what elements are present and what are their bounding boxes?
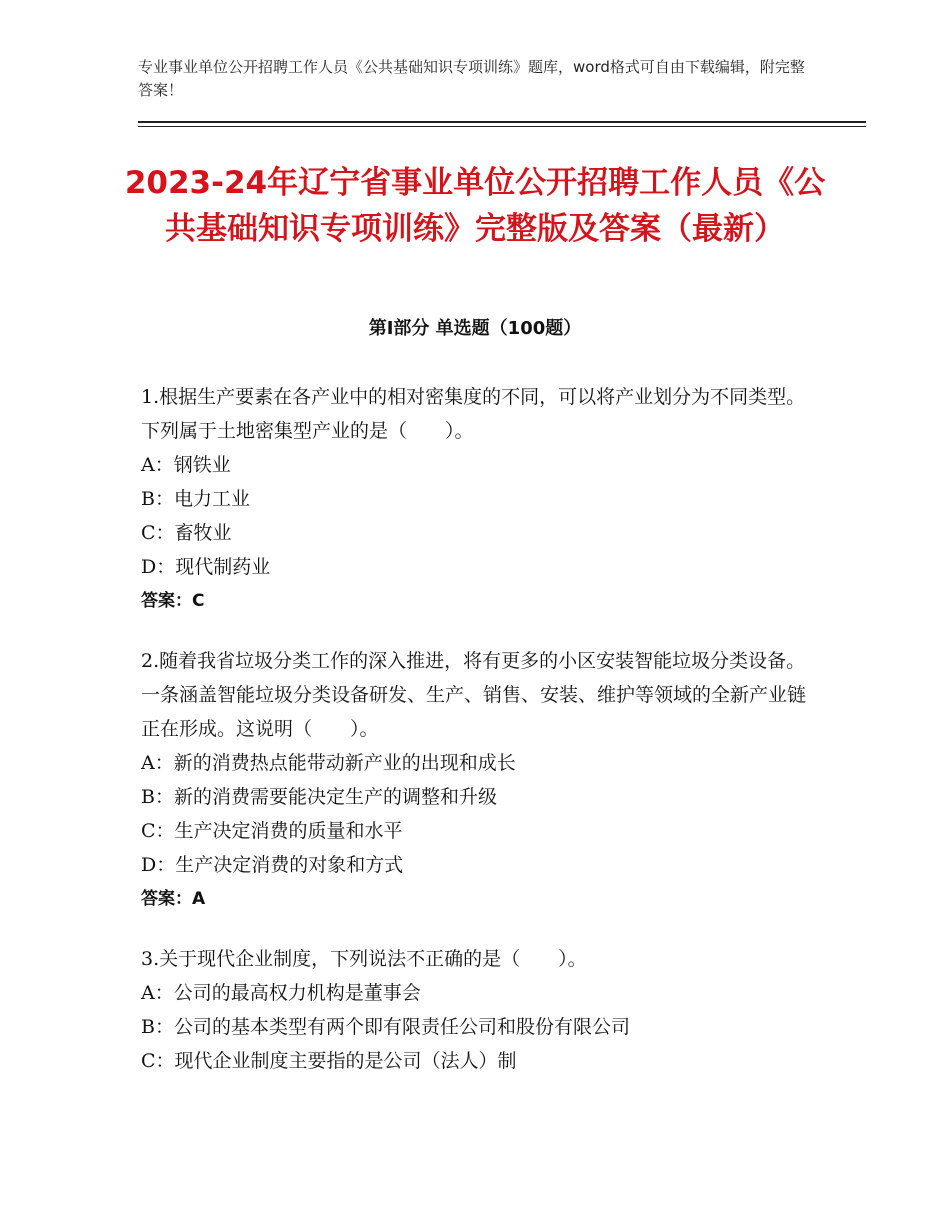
question-list [141, 380, 811, 1104]
option-d: D：生产决定消费的对象和方式 [141, 854, 404, 876]
answer: 答案：A [141, 889, 206, 909]
question-stem: 1.根据生产要素在各产业中的相对密集度的不同，可以将产业划分为不同类型。下列属于土地密集型产业的是（ ）。 [141, 386, 806, 442]
option-c: C：生产决定消费的质量和水平 [141, 820, 403, 842]
option-c: C：畜牧业 [141, 522, 232, 544]
question-1 [141, 380, 811, 618]
header-divider-thin [138, 126, 866, 127]
question-2 [141, 644, 811, 916]
option-a: A：钢铁业 [141, 454, 231, 476]
document-title: 2023-24年辽宁省事业单位公开招聘工作人员《公共基础知识专项训练》完整版及答案（最新） [124, 165, 826, 247]
option-d: D：现代制药业 [141, 556, 271, 578]
header-note: 专业事业单位公开招聘工作人员《公共基础知识专项训练》题库，word格式可自由下载编辑，附完整答案！ [138, 58, 805, 99]
question-stem: 2.随着我省垃圾分类工作的深入推进，将有更多的小区安装智能垃圾分类设备。一条涵盖智能垃圾分类设备研发、生产、销售、安装、维护等领域的全新产业链正在形成。这说明（ ）。 [141, 650, 807, 740]
question-3 [141, 942, 811, 1078]
header-divider-thick [138, 121, 866, 123]
option-c: C：现代企业制度主要指的是公司（法人）制 [141, 1050, 517, 1072]
option-a: A：公司的最高权力机构是董事会 [141, 982, 421, 1004]
option-a: A：新的消费热点能带动新产业的出现和成长 [141, 752, 516, 774]
section-title: 第Ⅰ部分 单选题（100题） [368, 318, 582, 339]
option-b: B：新的消费需要能决定生产的调整和升级 [141, 786, 497, 808]
option-b: B：公司的基本类型有两个即有限责任公司和股份有限公司 [141, 1016, 630, 1038]
answer: 答案：C [141, 591, 205, 611]
question-stem: 3.关于现代企业制度，下列说法不正确的是（ ）。 [141, 948, 587, 970]
option-b: B：电力工业 [141, 488, 250, 510]
